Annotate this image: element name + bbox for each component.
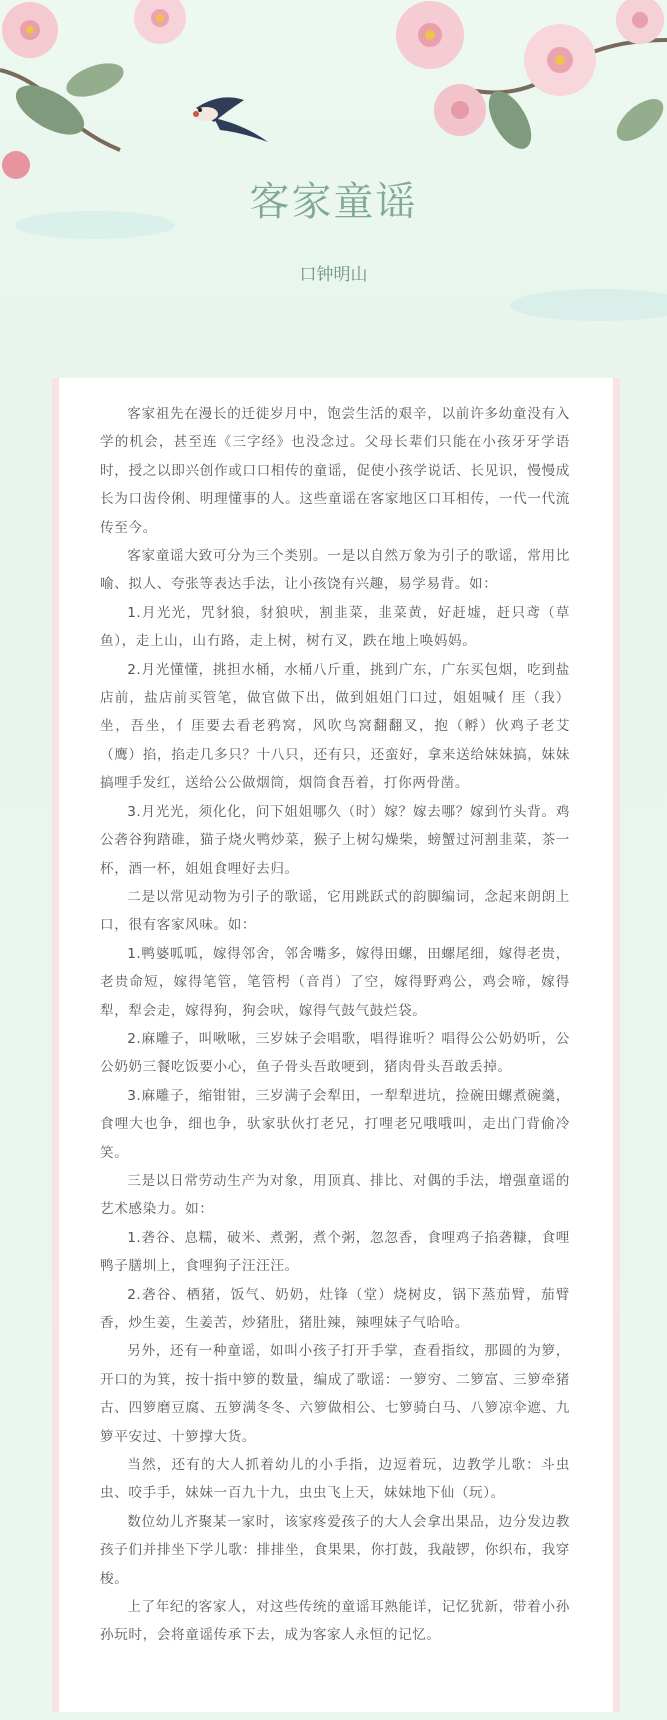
paragraph: 当然，还有的大人抓着幼儿的小手指，边逗着玩，边教学儿歌：斗虫虫、咬手手，妹妹一百九十九，虫虫飞上天，妹妹地下仙（玩）。 (100, 1457, 570, 1502)
blossom-right-2 (524, 24, 596, 96)
author-byline: 口钟明山 (299, 265, 368, 285)
paragraph: 客家祖先在漫长的迁徙岁月中，饱尝生活的艰辛，以前许多幼童没有入学的机会，甚至连《三字经》也没念过。父母长辈们只能在小孩牙牙学语时，授之以即兴创作或口口相传的童谣，促使小孩学说话、长见识，慢慢成长为口齿伶俐、明理懂事的人。这些童谣在客家地区口耳相传，一代一代流传至今。 (100, 406, 570, 536)
leaf-left-2 (62, 57, 128, 104)
paragraph: 客家童谣大致可分为三个类别。一是以自然万象为引子的歌谣，常用比喻、拟人、夸张等表达手法，让小孩饶有兴趣，易学易背。如： (100, 548, 570, 593)
paragraph: 2.月光懂懂，挑担水桶，水桶八斤重，挑到广东，广东买包烟，吃到盐店前，盐店前买管笔，做官做下出，做到姐姐门口过，姐姐喊亻厓（我）坐，吾坐，亻厓要去看老鸦窝，风吹鸟窝翻翻叉，抱（孵）伙鸡子老艾（鹰）掐，掐走几多只？十八只，还有只，还蛮好，拿来送给妹妹搞，妹妹搞哩手发红，送给公公做烟筒，烟筒食吾着，打你两骨凿。 (100, 661, 570, 792)
paragraph: 3.麻雕子，缩钳钳，三岁满子会犁田，一犁犁进坑，捡碗田螺煮碗羹，食哩大也争，细也争，驮家驮伙打老兄，打哩老兄哦哦叫，走出门背偷冷笑。 (100, 1087, 570, 1161)
leaf-right-1 (480, 84, 540, 155)
paragraph: 另外，还有一种童谣，如叫小孩子打开手掌，查看指纹，那圆的为箩，开口的为箕，按十指中箩的数量，编成了歌谣：一箩穷、二箩富、三箩牵猪古、四箩磨豆腐、五箩满冬冬、六箩做相公、七箩骑白马、八箩凉伞遮、九箩平安过、十箩撑大货。 (100, 1343, 570, 1445)
blossom-left-2 (134, 0, 186, 44)
article-title: 客家童谣 (249, 179, 418, 225)
blossom-right-3 (434, 84, 486, 136)
mist-cloud-right (510, 289, 667, 321)
paragraph: 3.月光光，须化化，问下姐姐哪久（时）嫁？嫁去哪？嫁到竹头背。鸡公砻谷狗踏碓，猫子烧火鸭炒菜，猴子上树勾燥柴，螃蟹过河割韭菜，茶一杯，酒一杯，姐姐食哩好去归。 (100, 803, 570, 877)
paragraph: 1.砻谷、息糯，破米、煮粥，煮个粥，忽忽香，食哩鸡子掐砻糠，食哩鸭子膳圳上，食哩狗子汪汪汪。 (100, 1229, 570, 1275)
paragraph: 2.麻雕子，叫啾啾，三岁妹子会唱歌，唱得谁听？唱得公公奶奶听，公公奶奶三餐吃饭要小心，鱼子骨头吾敢哽到，猪肉骨头吾敢丢掉。 (100, 1030, 570, 1076)
blossom-right-1 (396, 1, 464, 69)
paragraph: 1.月光光，咒豺狼，豺狼吠，割韭菜，韭菜黄，好赶墟，赶只鸢（草鱼），走上山，山冇路，走上树，树冇叉，跌在地上唤妈妈。 (100, 604, 570, 650)
article-body (100, 400, 570, 1650)
swallow-bird (193, 97, 268, 142)
paragraph: 数位幼儿齐聚某一家时，该家疼爱孩子的大人会拿出果品，边分发边教孩子们并排坐下学儿歌：排排坐，食果果，你打鼓，我敲锣，你织布，我穿梭。 (100, 1513, 570, 1587)
paragraph: 三是以日常劳动生产为对象，用顶真、排比、对偶的手法，增强童谣的艺术感染力。如： (100, 1172, 570, 1218)
blossom-right-4 (616, 0, 664, 44)
paragraph: 1.鸭婆呱呱，嫁得邻舍，邻舍嘴多，嫁得田螺，田螺尾细，嫁得老贵，老贵命短，嫁得笔管，笔管枵（音肖）了空，嫁得野鸡公，鸡会啼，嫁得犁，犁会走，嫁得狗，狗会吠，嫁得气鼓气鼓烂袋。 (100, 945, 570, 1019)
paragraph: 二是以常见动物为引子的歌谣，它用跳跃式的韵脚编词，念起来朗朗上口，很有客家风味。如： (100, 888, 570, 934)
blossom-left-1 (2, 2, 58, 58)
leaf-right-2 (610, 91, 667, 148)
paragraph: 2.砻谷、栖猪，饭气、奶奶，灶锋（堂）烧树皮，锅下蒸茄臂，茄臂香，炒生姜，生姜苦，炒猪肚，猪肚辣，辣哩妹子气哈哈。 (100, 1286, 570, 1331)
paragraph: 上了年纪的客家人，对这些传统的童谣耳熟能详，记忆犹新，带着小孙孙玩时，会将童谣传承下去，成为客家人永恒的记忆。 (100, 1599, 570, 1644)
